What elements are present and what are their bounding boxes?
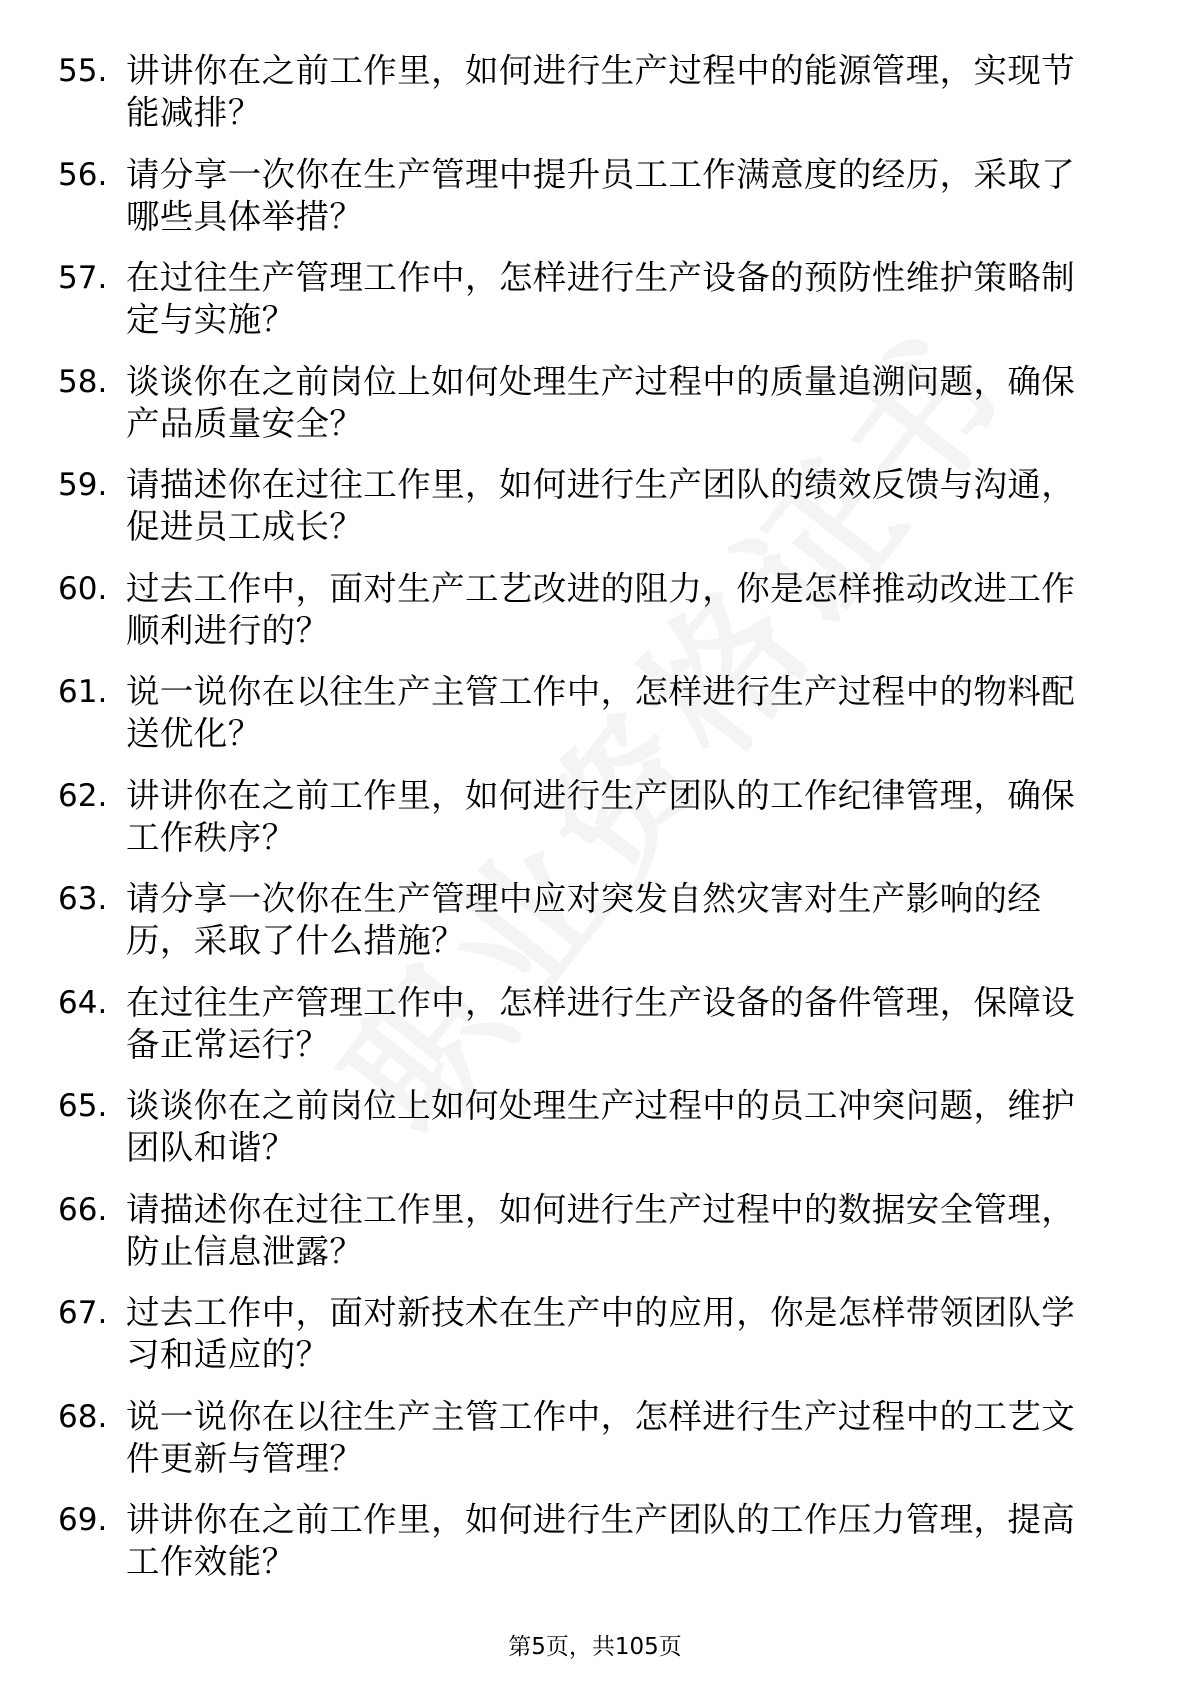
list-item [0, 982, 1190, 1086]
question-number: 69. [58, 1502, 108, 1538]
question-number: 59. [58, 467, 108, 503]
question-text: 讲讲你在之前工作里，如何进行生产过程中的能源管理，实现节能减排？ [126, 51, 1076, 132]
question-number: 67. [58, 1295, 108, 1331]
question-text: 请描述你在过往工作里，如何进行生产过程中的数据安全管理，防止信息泄露？ [126, 1189, 1076, 1271]
question-text: 请分享一次你在生产管理中应对突发自然灾害对生产影响的经历，采取了什么措施？ [126, 879, 1042, 960]
question-number: 64. [58, 984, 108, 1021]
question-text: 请分享一次你在生产管理中提升员工工作满意度的经历，采取了哪些具体举措？ [126, 154, 1076, 236]
question-number: 56. [58, 156, 108, 193]
question-number: 65. [58, 1088, 108, 1124]
list-item [0, 361, 1190, 465]
list-item [0, 1292, 1190, 1396]
question-number: 60. [58, 570, 108, 607]
list-item [0, 257, 1190, 361]
list-item [0, 568, 1190, 672]
question-number: 61. [58, 674, 108, 710]
list-item [0, 464, 1190, 568]
question-number: 63. [58, 881, 108, 917]
question-text: 讲讲你在之前工作里，如何进行生产团队的工作压力管理，提高工作效能？ [126, 1500, 1076, 1581]
list-item [0, 671, 1190, 775]
list-item [0, 1189, 1190, 1293]
list-item [0, 1499, 1190, 1603]
question-number: 58. [58, 363, 108, 400]
question-list [0, 50, 1190, 1603]
question-text: 说一说你在以往生产主管工作中，怎样进行生产过程中的工艺文件更新与管理？ [126, 1396, 1076, 1478]
question-number: 57. [58, 260, 108, 296]
question-number: 68. [58, 1398, 108, 1435]
question-number: 62. [58, 777, 108, 814]
list-item [0, 878, 1190, 982]
page-footer: 第5页，共105页 [508, 1634, 682, 1660]
question-text: 过去工作中，面对生产工艺改进的阻力，你是怎样推动改进工作顺利进行的？ [126, 568, 1076, 650]
list-item [0, 1396, 1190, 1500]
question-number: 66. [58, 1191, 108, 1228]
question-text: 在过往生产管理工作中，怎样进行生产设备的预防性维护策略制定与实施？ [126, 258, 1076, 339]
question-text: 请描述你在过往工作里，如何进行生产团队的绩效反馈与沟通，促进员工成长？ [126, 465, 1076, 546]
question-number: 55. [58, 53, 108, 89]
question-text: 讲讲你在之前工作里，如何进行生产团队的工作纪律管理，确保工作秩序？ [126, 775, 1076, 857]
list-item [0, 1085, 1190, 1189]
question-text: 过去工作中，面对新技术在生产中的应用，你是怎样带领团队学习和适应的？ [126, 1293, 1076, 1374]
list-item [0, 775, 1190, 879]
question-text: 在过往生产管理工作中，怎样进行生产设备的备件管理，保障设备正常运行？ [126, 982, 1076, 1064]
list-item [0, 154, 1190, 258]
question-text: 谈谈你在之前岗位上如何处理生产过程中的员工冲突问题，维护团队和谐？ [126, 1086, 1076, 1167]
list-item [0, 50, 1190, 154]
question-text: 谈谈你在之前岗位上如何处理生产过程中的质量追溯问题，确保产品质量安全？ [126, 361, 1076, 443]
question-text: 说一说你在以往生产主管工作中，怎样进行生产过程中的物料配送优化？ [126, 672, 1076, 753]
